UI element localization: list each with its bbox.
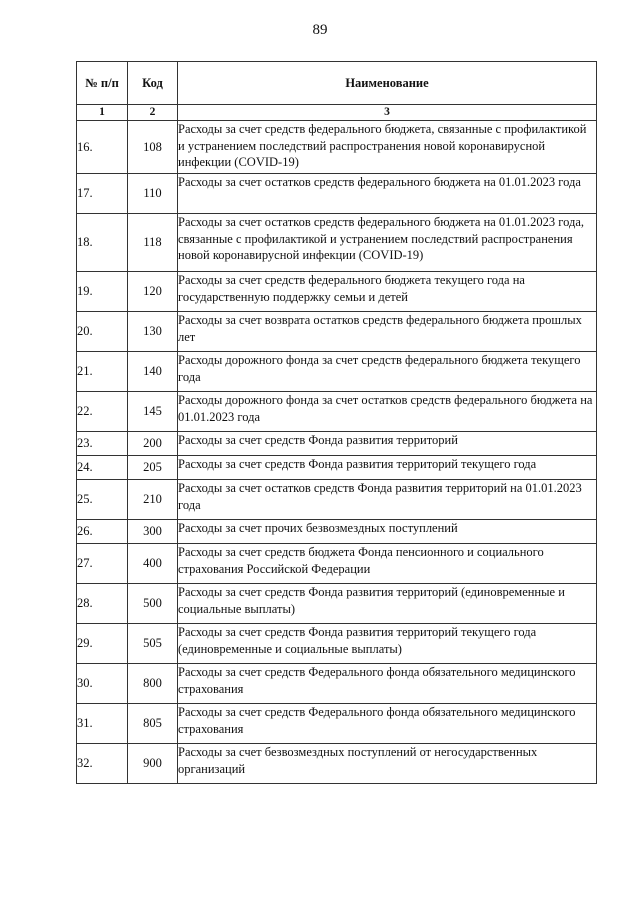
row-number: 28. [77, 584, 128, 624]
row-name: Расходы за счет остатков средств федерального бюджета на 01.01.2023 года [178, 174, 597, 214]
row-number: 19. [77, 272, 128, 312]
table-row [77, 174, 597, 214]
table-row [77, 456, 597, 480]
row-number: 22. [77, 392, 128, 432]
header-name: Наименование [178, 62, 597, 105]
row-code: 400 [128, 544, 178, 584]
row-number: 16. [77, 121, 128, 174]
row-name: Расходы за счет средств Федерального фонда обязательного медицинского страхования [178, 664, 597, 704]
header-number: № п/п [77, 62, 128, 105]
row-name: Расходы за счет остатков средств Фонда развития территорий на 01.01.2023 года [178, 480, 597, 520]
column-number-2: 2 [128, 105, 178, 121]
table-row [77, 352, 597, 392]
row-number: 23. [77, 432, 128, 456]
row-name: Расходы за счет возврата остатков средств федерального бюджета прошлых лет [178, 312, 597, 352]
row-name: Расходы дорожного фонда за счет остатков средств федерального бюджета на 01.01.2023 года [178, 392, 597, 432]
row-code: 110 [128, 174, 178, 214]
table-row [77, 544, 597, 584]
row-code: 900 [128, 744, 178, 784]
table-row [77, 624, 597, 664]
row-code: 140 [128, 352, 178, 392]
row-code: 118 [128, 214, 178, 272]
table-row [77, 432, 597, 456]
row-name: Расходы за счет средств Фонда развития территорий текущего года (единовременные и социальные выплаты) [178, 624, 597, 664]
row-number: 24. [77, 456, 128, 480]
row-code: 145 [128, 392, 178, 432]
codes-table [76, 61, 597, 784]
row-name: Расходы за счет средств Фонда развития территорий [178, 432, 597, 456]
row-code: 805 [128, 704, 178, 744]
row-code: 200 [128, 432, 178, 456]
table-header-row [77, 62, 597, 105]
table-row [77, 520, 597, 544]
table-row [77, 272, 597, 312]
row-name: Расходы дорожного фонда за счет средств федерального бюджета текущего года [178, 352, 597, 392]
row-number: 32. [77, 744, 128, 784]
page-number: 89 [312, 22, 328, 38]
row-name: Расходы за счет средств федерального бюджета текущего года на государственную поддержку семьи и детей [178, 272, 597, 312]
row-number: 25. [77, 480, 128, 520]
column-number-1: 1 [77, 105, 128, 121]
row-number: 31. [77, 704, 128, 744]
row-code: 130 [128, 312, 178, 352]
row-code: 205 [128, 456, 178, 480]
row-code: 210 [128, 480, 178, 520]
row-number: 20. [77, 312, 128, 352]
row-name: Расходы за счет средств Фонда развития территорий текущего года [178, 456, 597, 480]
row-name: Расходы за счет средств федерального бюджета, связанные с профилактикой и устранением последствий распространения новой коронавирусной инфекции (COVID-19) [178, 121, 597, 174]
row-name: Расходы за счет средств бюджета Фонда пенсионного и социального страхования Российской Федерации [178, 544, 597, 584]
table-row [77, 744, 597, 784]
table-row [77, 584, 597, 624]
row-code: 800 [128, 664, 178, 704]
row-code: 300 [128, 520, 178, 544]
row-number: 30. [77, 664, 128, 704]
table-row [77, 121, 597, 174]
table-row [77, 214, 597, 272]
header-code: Код [128, 62, 178, 105]
row-number: 26. [77, 520, 128, 544]
column-numbers-row [77, 105, 597, 121]
table-row [77, 704, 597, 744]
row-number: 29. [77, 624, 128, 664]
row-number: 17. [77, 174, 128, 214]
row-name: Расходы за счет остатков средств федерального бюджета на 01.01.2023 года, связанные с профилактикой и устранением последствий распространения новой коронавирусной инфекции (COVID-19) [178, 214, 597, 272]
row-code: 120 [128, 272, 178, 312]
table-row [77, 312, 597, 352]
row-name: Расходы за счет средств Федерального фонда обязательного медицинского страхования [178, 704, 597, 744]
row-number: 21. [77, 352, 128, 392]
table-body [77, 121, 597, 784]
row-name: Расходы за счет безвозмездных поступлений от негосударственных организаций [178, 744, 597, 784]
row-name: Расходы за счет прочих безвозмездных поступлений [178, 520, 597, 544]
row-number: 18. [77, 214, 128, 272]
table-row [77, 664, 597, 704]
row-number: 27. [77, 544, 128, 584]
row-code: 500 [128, 584, 178, 624]
row-code: 108 [128, 121, 178, 174]
table-row [77, 480, 597, 520]
table-row [77, 392, 597, 432]
column-number-3: 3 [178, 105, 597, 121]
row-code: 505 [128, 624, 178, 664]
row-name: Расходы за счет средств Фонда развития территорий (единовременные и социальные выплаты) [178, 584, 597, 624]
